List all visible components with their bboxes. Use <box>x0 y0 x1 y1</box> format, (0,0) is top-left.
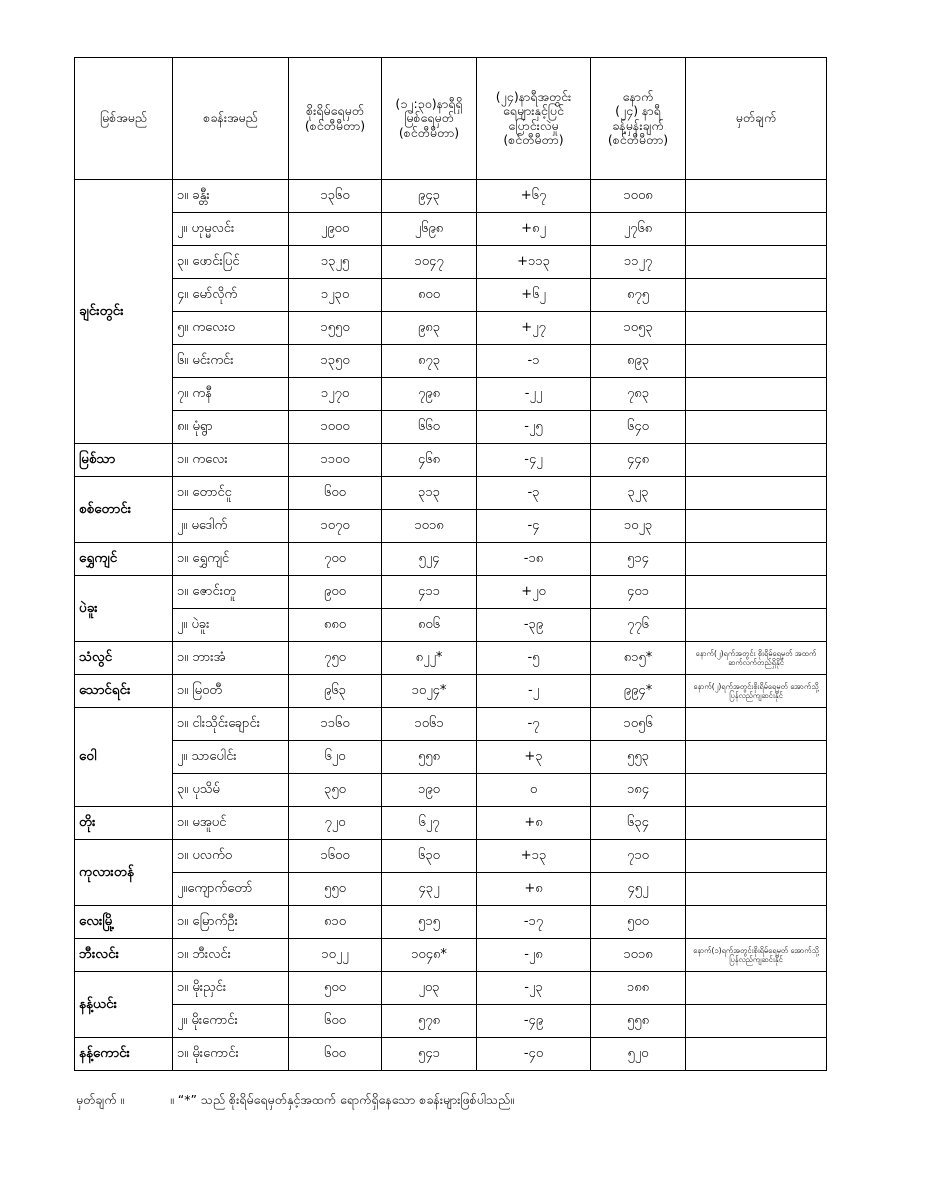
change-cell: -၂၃ <box>477 972 591 1005</box>
station-cell: ၁။ မအူပင် <box>173 807 289 840</box>
header-line: စိုးရိမ်ရေမှတ် <box>306 103 364 119</box>
change-cell: +၂၇ <box>477 312 591 345</box>
forecast-cell: ၆၃၄ <box>591 807 686 840</box>
current-level-cell: ၁၀၂၄* <box>382 675 477 708</box>
station-cell: ၁။ မိုးကောင်း <box>173 1038 289 1071</box>
change-cell: +၈ <box>477 807 591 840</box>
table-row <box>75 1005 827 1038</box>
danger-level-cell: ၁၀၀၀ <box>289 411 382 444</box>
table-row <box>75 279 827 312</box>
forecast-cell: ၄၄၈ <box>591 444 686 477</box>
remark-cell <box>686 345 827 378</box>
current-level-cell: ၆၆၀ <box>382 411 477 444</box>
header-line: မှတ်ချက် <box>735 110 777 126</box>
remark-cell <box>686 807 827 840</box>
remark-cell <box>686 543 827 576</box>
danger-level-cell: ၂၉၀၀ <box>289 213 382 246</box>
river-name-cell: ရွှေကျင် <box>75 543 173 576</box>
remark-cell <box>686 708 827 741</box>
header-line: စခန်းအမည် <box>203 110 258 126</box>
current-level-cell: ၂၀၃ <box>382 972 477 1005</box>
table-row <box>75 477 827 510</box>
footnote-label: မှတ်ချက် ။ <box>76 1092 125 1107</box>
danger-level-cell: ၇၅၀ <box>289 642 382 675</box>
forecast-cell: ၈၇၅ <box>591 279 686 312</box>
river-name-cell: ပဲခူး <box>75 576 173 642</box>
forecast-cell: ၉၉၄* <box>591 675 686 708</box>
table-row <box>75 312 827 345</box>
current-level-cell: ၁၀၁၈ <box>382 510 477 543</box>
river-name-cell: ဝေါ <box>75 708 173 807</box>
change-cell: +၈ <box>477 873 591 906</box>
river-name-cell: နန့်ယင်း <box>75 972 173 1038</box>
current-level-cell: ၈၀၀ <box>382 279 477 312</box>
forecast-cell: ၅၂၀ <box>591 1038 686 1071</box>
danger-level-cell: ၁၂၇၀ <box>289 378 382 411</box>
danger-level-cell: ၁၆၀၀ <box>289 840 382 873</box>
remark-cell <box>686 378 827 411</box>
forecast-cell: ၁၀၀၈ <box>591 180 686 213</box>
change-cell: -၃ <box>477 477 591 510</box>
danger-level-cell: ၆၀၀ <box>289 1038 382 1071</box>
forecast-cell: ၅၅၃ <box>591 741 686 774</box>
header-line: ပြောင်းလဲမှု <box>508 117 559 133</box>
header-change-24h <box>477 58 591 180</box>
danger-level-cell: ၁၅၅၀ <box>289 312 382 345</box>
station-cell: ၁။ မိုးညှင်း <box>173 972 289 1005</box>
header-remarks <box>686 58 827 180</box>
change-cell: -၂၂ <box>477 378 591 411</box>
change-cell: -၂၈ <box>477 939 591 972</box>
forecast-cell: ၄၅၂ <box>591 873 686 906</box>
danger-level-cell: ၁၃၆၀ <box>289 180 382 213</box>
forecast-cell: ၁၈၈ <box>591 972 686 1005</box>
change-cell: -၂ <box>477 675 591 708</box>
current-level-cell: ၁၉၀ <box>382 774 477 807</box>
table-row <box>75 246 827 279</box>
river-name-cell: တိုး <box>75 807 173 840</box>
change-cell: -၁၇ <box>477 906 591 939</box>
river-name-cell: ကုလားတန် <box>75 840 173 906</box>
station-cell: ၁။ ဇောင်းတူ <box>173 576 289 609</box>
remark-cell <box>686 312 827 345</box>
station-cell: ၂။ကျောက်တော် <box>173 873 289 906</box>
table-row <box>75 708 827 741</box>
remark-cell <box>686 972 827 1005</box>
change-cell: -၄ <box>477 510 591 543</box>
station-cell: ၁။ ပလက်ဝ <box>173 840 289 873</box>
table-row <box>75 642 827 675</box>
header-line: နောက် <box>622 88 654 104</box>
change-cell: -၇ <box>477 708 591 741</box>
change-cell: +၈၂ <box>477 213 591 246</box>
danger-level-cell: ၈၁၀ <box>289 906 382 939</box>
forecast-cell: ၁၁၂၇ <box>591 246 686 279</box>
station-cell: ၇။ ကနီ <box>173 378 289 411</box>
table-row <box>75 510 827 543</box>
station-cell: ၁။ မြဝတီ <box>173 675 289 708</box>
station-cell: ၁။ ငါးသိုင်းချောင်း <box>173 708 289 741</box>
station-cell: ၂။ မဒေါက် <box>173 510 289 543</box>
table-row <box>75 675 827 708</box>
forecast-cell: ၇၇၆ <box>591 609 686 642</box>
current-level-cell: ၁၀၄၈* <box>382 939 477 972</box>
remark-cell <box>686 873 827 906</box>
change-cell: -၁၈ <box>477 543 591 576</box>
header-line: မြစ်ရေမှတ် <box>404 110 454 126</box>
current-level-cell: ၂၆၉၈ <box>382 213 477 246</box>
river-level-table <box>74 57 827 1071</box>
danger-level-cell: ၅၀၀ <box>289 972 382 1005</box>
forecast-cell: ၈၉၃ <box>591 345 686 378</box>
remark-cell <box>686 1005 827 1038</box>
change-cell: +၁၃ <box>477 840 591 873</box>
table-row <box>75 609 827 642</box>
change-cell: -၃၉ <box>477 609 591 642</box>
station-cell: ၁။ ရွှေကျင် <box>173 543 289 576</box>
danger-level-cell: ၆၀၀ <box>289 1005 382 1038</box>
header-current-level <box>382 58 477 180</box>
header-line: (၂၄)နာရီအတွင်း <box>495 88 572 104</box>
current-level-cell: ၄၁၁ <box>382 576 477 609</box>
station-cell: ၁။ ဘားအံ <box>173 642 289 675</box>
change-cell: +၂၀ <box>477 576 591 609</box>
header-station-name <box>173 58 289 180</box>
forecast-cell: ၁၀၂၃ <box>591 510 686 543</box>
header-line: ရေများနှင့်ပြင် <box>503 103 564 119</box>
change-cell: +၃ <box>477 741 591 774</box>
change-cell: -၅ <box>477 642 591 675</box>
forecast-cell: ၄၀၁ <box>591 576 686 609</box>
table-row <box>75 873 827 906</box>
forecast-cell: ၁၈၄ <box>591 774 686 807</box>
station-cell: ၂။ ဟုမ္မလင်း <box>173 213 289 246</box>
remark-cell <box>686 411 827 444</box>
table-row <box>75 411 827 444</box>
remark-cell <box>686 576 827 609</box>
current-level-cell: ၆၃၀ <box>382 840 477 873</box>
station-cell: ၅။ ကလေးဝ <box>173 312 289 345</box>
river-name-cell: လေးမြို့ <box>75 906 173 939</box>
river-name-cell: သောင်ရင်း <box>75 675 173 708</box>
table-row <box>75 906 827 939</box>
station-cell: ၂။ ပဲခူး <box>173 609 289 642</box>
danger-level-cell: ၇၀၀ <box>289 543 382 576</box>
footnote-text: ။ “*” သည် စိုးရိမ်ရေမှတ်နှင့်အထက် ရောက်ရှိနေသော စခန်းများဖြစ်ပါသည်။ <box>169 1092 514 1107</box>
station-cell: ၃။ ပုသိမ် <box>173 774 289 807</box>
current-level-cell: ၈၀၆ <box>382 609 477 642</box>
remark-cell: နောက်(၁)ရက်အတွင်းစိုးရိမ်ရေမှတ် အောက်သို့ ပြန်လည်ကျဆင်းနိုင် <box>686 939 827 972</box>
current-level-cell: ၄၆၈ <box>382 444 477 477</box>
header-river-name <box>75 58 173 180</box>
table-row <box>75 972 827 1005</box>
current-level-cell: ၃၁၃ <box>382 477 477 510</box>
danger-level-cell: ၃၅၀ <box>289 774 382 807</box>
current-level-cell: ၅၂၄ <box>382 543 477 576</box>
forecast-cell: ၁၀၅၃ <box>591 312 686 345</box>
table-row <box>75 180 827 213</box>
forecast-cell: ၁၀၁၈ <box>591 939 686 972</box>
header-line: (စင်တီမီတာ) <box>607 131 669 147</box>
river-name-cell: သံလွင် <box>75 642 173 675</box>
change-cell: -၄၉ <box>477 1005 591 1038</box>
current-level-cell: ၁၀၄၇ <box>382 246 477 279</box>
danger-level-cell: ၁၁၆၀ <box>289 708 382 741</box>
danger-level-cell: ၁၀၇၀ <box>289 510 382 543</box>
current-level-cell: ၆၂၇ <box>382 807 477 840</box>
current-level-cell: ၇၉၈ <box>382 378 477 411</box>
table-row <box>75 840 827 873</box>
station-cell: ၆။ မင်းကင်း <box>173 345 289 378</box>
remark-cell <box>686 840 827 873</box>
forecast-cell: ၂၇၆၈ <box>591 213 686 246</box>
remark-cell <box>686 906 827 939</box>
remark-cell <box>686 279 827 312</box>
table-row <box>75 576 827 609</box>
current-level-cell: ၄၃၂ <box>382 873 477 906</box>
danger-level-cell: ၁၃၅၀ <box>289 345 382 378</box>
table-header-row <box>75 58 827 180</box>
station-cell: ၁။ တောင်ငူ <box>173 477 289 510</box>
table-row <box>75 939 827 972</box>
change-cell: -၄၀ <box>477 1038 591 1071</box>
danger-level-cell: ၇၂၀ <box>289 807 382 840</box>
forecast-cell: ၅၁၄ <box>591 543 686 576</box>
danger-level-cell: ၆၂၀ <box>289 741 382 774</box>
danger-level-cell: ၁၂၃၀ <box>289 279 382 312</box>
table-row <box>75 378 827 411</box>
remark-cell <box>686 510 827 543</box>
station-cell: ၁။ ခန္တီး <box>173 180 289 213</box>
change-cell: +၁၁၃ <box>477 246 591 279</box>
remark-cell <box>686 180 827 213</box>
river-name-cell: ဘီးလင်း <box>75 939 173 972</box>
station-cell: ၁။ ကလေး <box>173 444 289 477</box>
remark-cell <box>686 246 827 279</box>
table-row <box>75 1038 827 1071</box>
current-level-cell: ၅၇၈ <box>382 1005 477 1038</box>
danger-level-cell: ၁၁၀၀ <box>289 444 382 477</box>
station-cell: ၂။ သာပေါင်း <box>173 741 289 774</box>
header-line: (၁၂:၃၀)နာရီရှိ <box>395 95 463 111</box>
current-level-cell: ၈၂၂* <box>382 642 477 675</box>
forecast-cell: ၆၄၀ <box>591 411 686 444</box>
forecast-cell: ၈၁၅* <box>591 642 686 675</box>
station-cell: ၁။ ဘီးလင်း <box>173 939 289 972</box>
table-row <box>75 213 827 246</box>
table-row <box>75 774 827 807</box>
header-line: မြစ်အမည် <box>100 110 147 126</box>
current-level-cell: ၅၅၈ <box>382 741 477 774</box>
danger-level-cell: ၉၀၀ <box>289 576 382 609</box>
river-name-cell: နန့်ကောင်း <box>75 1038 173 1071</box>
river-name-cell: မြစ်သာ <box>75 444 173 477</box>
danger-level-cell: ၁၀၂၂ <box>289 939 382 972</box>
header-line: (စင်တီမီတာ) <box>503 131 564 147</box>
station-cell: ၁။ မြောက်ဦး <box>173 906 289 939</box>
table-row <box>75 543 827 576</box>
current-level-cell: ၈၇၃ <box>382 345 477 378</box>
table-row <box>75 345 827 378</box>
river-name-cell: စစ်တောင်း <box>75 477 173 543</box>
change-cell: -၄၂ <box>477 444 591 477</box>
current-level-cell: ၅၁၅ <box>382 906 477 939</box>
header-danger-level <box>289 58 382 180</box>
station-cell: ၄။ မော်လိုက် <box>173 279 289 312</box>
header-line: (စင်တီမီတာ) <box>304 117 366 133</box>
danger-level-cell: ၅၅၀ <box>289 873 382 906</box>
header-line: (၂၄) နာရီ <box>615 103 661 119</box>
header-line: ခန့်မှန်းချက် <box>612 117 664 133</box>
current-level-cell: ၉၄၃ <box>382 180 477 213</box>
change-cell: +၆၇ <box>477 180 591 213</box>
current-level-cell: ၁၀၆၁ <box>382 708 477 741</box>
danger-level-cell: ၈၈၀ <box>289 609 382 642</box>
header-forecast-24h <box>591 58 686 180</box>
remark-cell <box>686 741 827 774</box>
danger-level-cell: ၉၆၃ <box>289 675 382 708</box>
table-row <box>75 807 827 840</box>
forecast-cell: ၃၂၃ <box>591 477 686 510</box>
danger-level-cell: ၁၃၂၅ <box>289 246 382 279</box>
station-cell: ၂။ မိုးကောင်း <box>173 1005 289 1038</box>
remark-cell: နောက်(၂)ရက်အတွင်းစိုးရိမ်ရေမှတ် အောက်သို့ ပြန်လည်ကျဆင်းနိုင် <box>686 675 827 708</box>
remark-cell <box>686 609 827 642</box>
station-cell: ၈။ မုံရွာ <box>173 411 289 444</box>
forecast-cell: ၅၅၈ <box>591 1005 686 1038</box>
remark-cell <box>686 213 827 246</box>
remark-cell <box>686 1038 827 1071</box>
header-line: (စင်တီမီတာ) <box>398 124 460 140</box>
current-level-cell: ၅၄၁ <box>382 1038 477 1071</box>
footnote <box>76 1092 514 1111</box>
forecast-cell: ၁၀၅၆ <box>591 708 686 741</box>
table-row <box>75 444 827 477</box>
station-cell: ၃။ ဖောင်းပြင် <box>173 246 289 279</box>
table-row <box>75 741 827 774</box>
remark-cell <box>686 477 827 510</box>
change-cell: +၆၂ <box>477 279 591 312</box>
remark-cell <box>686 444 827 477</box>
forecast-cell: ၇၈၃ <box>591 378 686 411</box>
forecast-cell: ၅၀၀ <box>591 906 686 939</box>
table-body <box>75 180 827 1071</box>
current-level-cell: ၉၈၃ <box>382 312 477 345</box>
forecast-cell: ၇၁၀ <box>591 840 686 873</box>
change-cell: ၀ <box>477 774 591 807</box>
remark-cell <box>686 774 827 807</box>
remark-cell: နောက်(၂)ရက်အတွင်း စိုးရိမ်ရေမှတ် အထက် ဆက်လက်တည်ရှိနိုင် <box>686 642 827 675</box>
change-cell: -၂၅ <box>477 411 591 444</box>
danger-level-cell: ၆၀၀ <box>289 477 382 510</box>
change-cell: -၁ <box>477 345 591 378</box>
river-name-cell: ချင်းတွင်း <box>75 180 173 444</box>
